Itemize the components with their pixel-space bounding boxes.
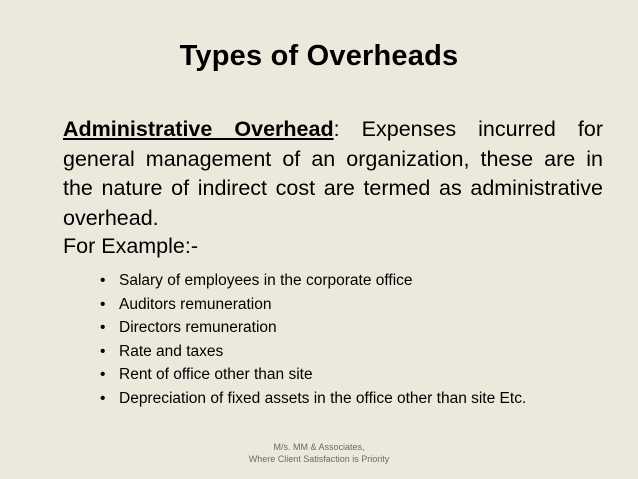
definition-separator: : bbox=[333, 117, 340, 141]
list-item bbox=[100, 293, 526, 317]
slide-title: Types of Overheads bbox=[179, 40, 459, 72]
definition-term: Administrative Overhead bbox=[63, 117, 334, 141]
definition-paragraph bbox=[63, 115, 603, 233]
example-list bbox=[100, 269, 526, 411]
bullet-icon: • bbox=[100, 319, 106, 337]
footer-tagline: Where Client Satisfaction is Priority bbox=[248, 454, 390, 464]
list-item bbox=[100, 387, 526, 411]
list-item-text: Rate and taxes bbox=[119, 342, 224, 360]
footer-company: M/s. MM & Associates, bbox=[273, 442, 365, 452]
list-item-text: Auditors remuneration bbox=[119, 295, 272, 313]
definition-text: Expenses incurred for general management of an organization, these are in the nature of indirect cost are termed as administrative overhead. bbox=[63, 117, 603, 230]
list-item-text: Rent of office other than site bbox=[119, 366, 313, 384]
list-item bbox=[100, 363, 526, 387]
bullet-icon: • bbox=[100, 366, 106, 384]
list-item bbox=[100, 269, 526, 293]
example-heading: For Example:- bbox=[63, 234, 199, 258]
list-item-text: Salary of employees in the corporate office bbox=[119, 272, 413, 289]
bullet-icon: • bbox=[100, 272, 106, 289]
bullet-icon: • bbox=[100, 342, 106, 360]
list-item-text: Directors remuneration bbox=[119, 319, 277, 337]
list-item bbox=[100, 316, 526, 340]
bullet-icon: • bbox=[100, 295, 106, 313]
footer bbox=[0, 441, 638, 465]
bullet-icon: • bbox=[100, 389, 106, 407]
list-item-text: Depreciation of fixed assets in the office other than site Etc. bbox=[119, 389, 527, 407]
list-item bbox=[100, 340, 526, 364]
